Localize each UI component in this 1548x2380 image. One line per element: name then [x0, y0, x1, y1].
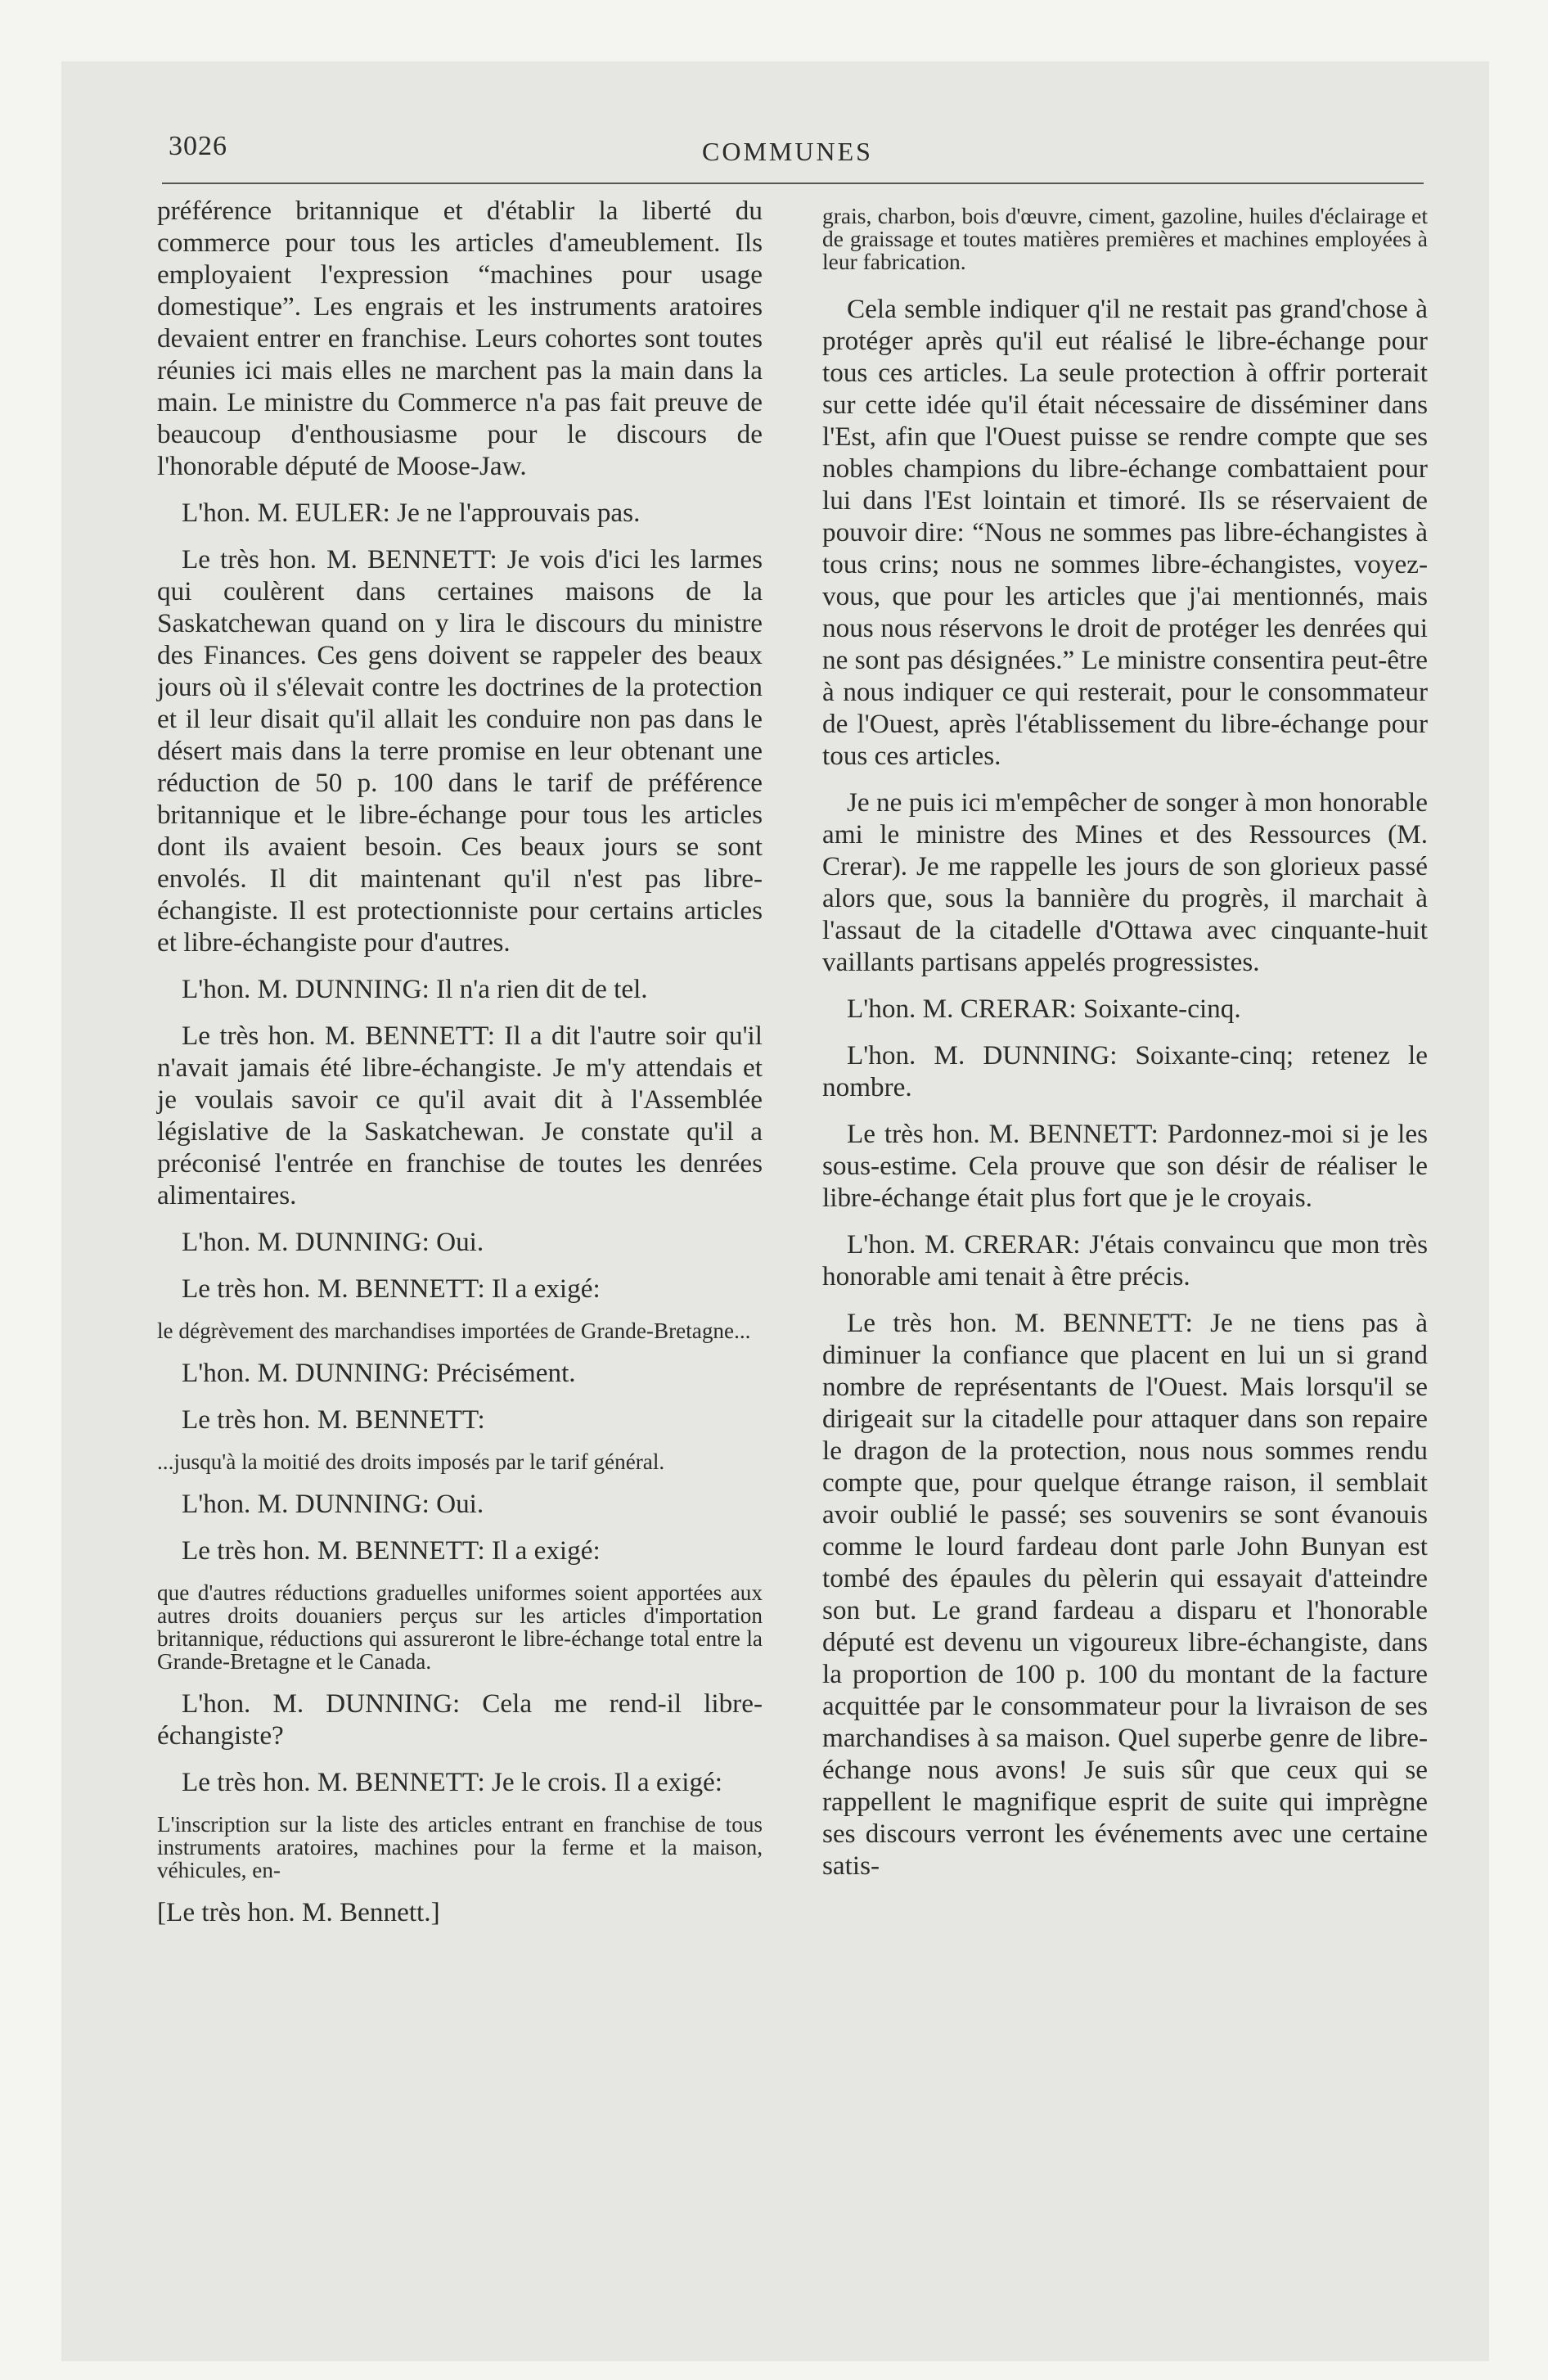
paragraph: L'hon. M. DUNNING: Précisément.: [182, 1358, 576, 1388]
paragraph: L'hon. M. EULER: Je ne l'approuvais pas.: [182, 498, 641, 528]
paragraph: Le très hon. M. BENNETT: Je ne tiens pas à diminuer la confiance que placent en lui un si grand nombre de représentants de l'Ouest. Mais lorsqu'il se dirigeait sur la citadelle pour attaquer dans son repaire le dragon de la protection, nous nous sommes rendu compte que, pour quelque étrange raison, il semblait avoir oublié le passé; ses souvenirs se sont évanouis comme le lourd fardeau dont parle John Bunyan est tombé des épaules du pèlerin qui essayait d'atteindre son but. Le grand fardeau a disparu et l'honorable député est devenu un vigoureux libre-échangiste, dans la proportion de 100 p. 100 du montant de la facture acquittée par le consommateur pour la livraison de ses marchandises à sa maison. Quel superbe genre de libre-échange nous avons! Je suis sûr que ceux qui se rappellent le magnifique esprit de suite qui imprègne ses discours verront les événements avec une certaine satis-: [822, 1308, 1428, 1881]
paragraph: Le très hon. M. BENNETT:: [182, 1404, 485, 1435]
paragraph: Le très hon. M. BENNETT: Je vois d'ici les larmes qui coulèrent dans certaines maisons de la Saskatchewan quand on y lira le discours du ministre des Finances. Ces gens doivent se rappeler des beaux jours où il s'élevait contre les doctrines de la protection et il leur disait qu'il allait les conduire non pas dans le désert mais dans la terre promise en leur obtenant une réduction de 50 p. 100 dans le tarif de préférence britannique et le libre-échange pour tous les articles dont ils avaient besoin. Ces beaux jours se sont envolés. Il dit maintenant qu'il n'est pas libre-échangiste. Il est protectionniste pour certains articles et libre-échangiste pour d'autres.: [157, 544, 763, 958]
left-column: [157, 195, 763, 1943]
paragraph: Cela semble indiquer q'il ne restait pas grand'chose à protéger après qu'il eut réalisé le libre-échange pour tous ces articles. La seule protection à offrir porterait sur cette idée qu'il était nécessaire de disséminer dans l'Est, afin que l'Ouest puisse se rendre compte que ses nobles champions du libre-échange combattaient pour lui dans l'Est lointain et timoré. Ils se réservaient de pouvoir dire: “Nous ne sommes pas libre-échangistes à tous crins; nous ne sommes libre-échangistes, voyez-vous, que pour les articles que j'ai mentionnés, mais nous nous réservons le droit de protéger les denrées qui ne sont pas désignées.” Le ministre consentira peut-être à nous indiquer ce qui resterait, pour le consommateur de l'Ouest, après l'établissement du libre-échange pour tous ces articles.: [822, 294, 1428, 771]
speaker-signature: [Le très hon. M. Bennett.]: [157, 1897, 440, 1927]
quotation-continued: grais, charbon, bois d'œuvre, ciment, gazoline, huiles d'éclairage et de graissage et toutes matières premières et machines employées à leur fabrication.: [822, 203, 1428, 274]
quotation: que d'autres réductions graduelles uniformes soient apportées aux autres droits douaniers perçus sur les articles d'importation britannique, réductions qui assureront le libre-échange total entre la Grande-Bretagne et le Canada.: [157, 1580, 763, 1674]
paragraph: Je ne puis ici m'empêcher de songer à mon honorable ami le ministre des Mines et des Ressources (M. Crerar). Je me rappelle les jours de son glorieux passé alors que, sous la bannière du progrès, il marchait à l'assaut de la citadelle d'Ottawa avec cinquante-huit vaillants partisans appelés progressistes.: [822, 787, 1428, 977]
header-rule: [162, 183, 1424, 184]
paragraph: L'hon. M. CRERAR: Soixante-cinq.: [847, 994, 1241, 1024]
running-head: COMMUNES: [702, 137, 873, 166]
quotation: le dégrèvement des marchandises importées de Grande-Bretagne...: [157, 1318, 751, 1343]
right-column: [822, 205, 1428, 1896]
paragraph: L'hon. M. DUNNING: Oui.: [182, 1489, 484, 1519]
paragraph: Le très hon. M. BENNETT: Il a dit l'autre soir qu'il n'avait jamais été libre-échangiste. Je m'y attendais et je voulais savoir ce qu'il avait dit à l'Assemblée législative de la Saskatchewan. Je constate qu'il a préconisé l'entrée en franchise de toutes les denrées alimentaires.: [157, 1021, 763, 1210]
paragraph: L'hon. M. DUNNING: Soixante-cinq; retenez le nombre.: [822, 1040, 1428, 1102]
paragraph: Le très hon. M. BENNETT: Je le crois. Il a exigé:: [182, 1767, 722, 1797]
paragraph: Le très hon. M. BENNETT: Pardonnez-moi si je les sous-estime. Cela prouve que son désir de réaliser le libre-échange était plus fort que je le croyais.: [822, 1119, 1428, 1213]
paragraph: L'hon. M. DUNNING: Cela me rend-il libre-échangiste?: [157, 1688, 763, 1751]
paragraph: préférence britannique et d'établir la liberté du commerce pour tous les articles d'ameublement. Ils employaient l'expression “machines pour usage domestique”. Les engrais et les instruments aratoires devaient entrer en franchise. Leurs cohortes sont toutes réunies ici mais elles ne marchent pas la main dans la main. Le ministre du Commerce n'a pas fait preuve de beaucoup d'enthousiasme pour le discours de l'honorable député de Moose-Jaw.: [157, 196, 763, 481]
quotation: L'inscription sur la liste des articles entrant en franchise de tous instruments aratoires, machines pour la ferme et la maison, véhicules, en-: [157, 1812, 763, 1882]
paragraph: Le très hon. M. BENNETT: Il a exigé:: [182, 1535, 601, 1566]
quotation: ...jusqu'à la moitié des droits imposés par le tarif général.: [157, 1449, 665, 1474]
paragraph: Le très hon. M. BENNETT: Il a exigé:: [182, 1273, 601, 1304]
paragraph: L'hon. M. CRERAR: J'étais convaincu que mon très honorable ami tenait à être précis.: [822, 1229, 1428, 1291]
page-number: 3026: [169, 131, 227, 161]
paragraph: L'hon. M. DUNNING: Il n'a rien dit de tel.: [182, 974, 648, 1004]
paragraph: L'hon. M. DUNNING: Oui.: [182, 1227, 484, 1257]
